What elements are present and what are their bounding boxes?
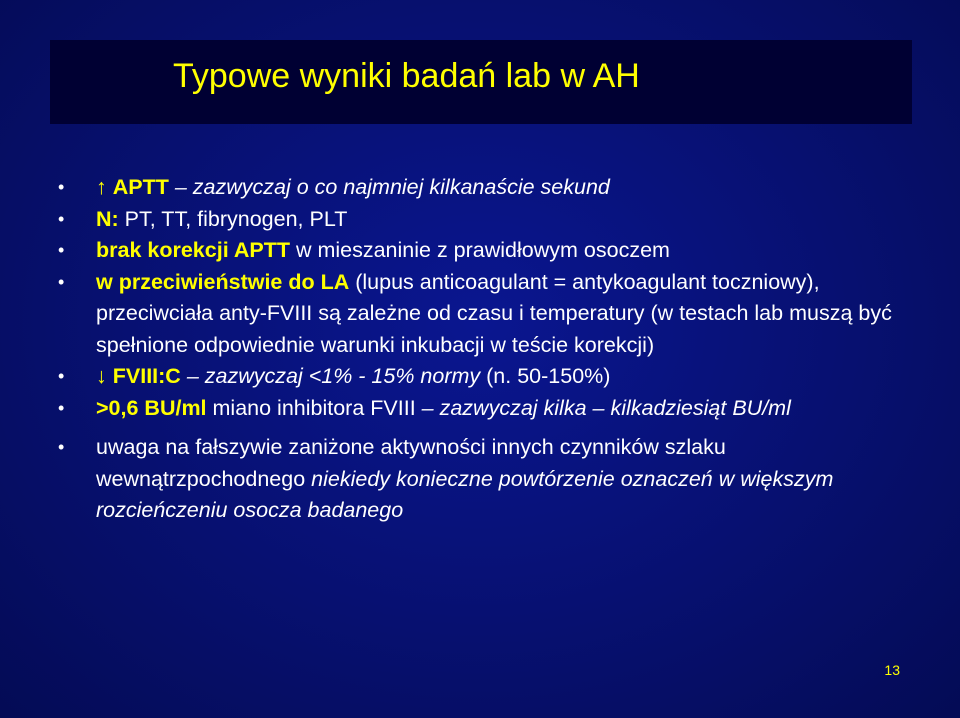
bullet-keyword: APTT: [112, 175, 169, 199]
bullet-text: PT, TT, fibrynogen, PLT: [118, 206, 348, 231]
slide-title: Typowe wyniki badań lab w AH: [173, 57, 640, 95]
bullet-normal-tests: [58, 204, 918, 236]
bullet-keyword: N:: [96, 206, 119, 231]
bullet-dot-icon: •: [58, 240, 65, 260]
bullet-text: (lupus anticoagulant = antykoagulant toczniowy), przeciwciała anty-FVIII są zależne od czasu i temperatury (w testach lab muszą być spełnione odpowiednie warunki inkubacji w teście korekcji): [96, 269, 892, 357]
bullet-warning: [58, 432, 918, 527]
bullet-unlike-la: [58, 267, 918, 362]
bullet-text: miano inhibitora FVIII: [206, 395, 422, 420]
arrow-up-icon: ↑: [96, 175, 107, 199]
bullet-separator: –: [180, 364, 205, 388]
bullet-detail: niekiedy konieczne powtórzenie oznaczeń w większym rozcieńczeniu osocza badanego: [96, 466, 834, 522]
bullet-keyword: w przeciwieństwie do LA: [96, 269, 350, 294]
bullet-keyword: brak korekcji APTT: [96, 238, 290, 262]
bullet-dot-icon: •: [58, 397, 65, 418]
bullet-fviii: [58, 361, 918, 393]
arrow-down-icon: ↓: [96, 364, 107, 388]
bullet-text: uwaga na fałszywie zaniżone aktywności innych czynników szlaku wewnątrzpochodnego: [96, 435, 726, 491]
bullet-dot-icon: •: [58, 208, 65, 229]
bullet-detail: zazwyczaj <1% - 15% normy: [204, 364, 481, 388]
bullet-keyword: >0,6 BU/ml: [96, 395, 207, 420]
bullet-list: [58, 172, 918, 527]
bullet-detail: – zazwyczaj kilka – kilkadziesiąt BU/ml: [421, 395, 791, 420]
bullet-dot-icon: •: [58, 177, 65, 197]
page-number: 13: [884, 662, 900, 678]
bullet-no-correction: [58, 235, 918, 267]
bullet-text: w mieszaninie z prawidłowym osoczem: [289, 238, 670, 262]
bullet-text: (n. 50-150%): [480, 364, 611, 388]
bullet-keyword: FVIII:C: [112, 364, 181, 388]
bullet-dot-icon: •: [58, 366, 65, 386]
bullet-detail: zazwyczaj o co najmniej kilkanaście sekund: [192, 175, 610, 199]
bullet-aptt: [58, 172, 918, 204]
bullet-dot-icon: •: [58, 437, 65, 457]
bullet-dot-icon: •: [58, 271, 65, 292]
bullet-separator: –: [168, 175, 193, 199]
bullet-inhibitor-titer: [58, 393, 918, 425]
